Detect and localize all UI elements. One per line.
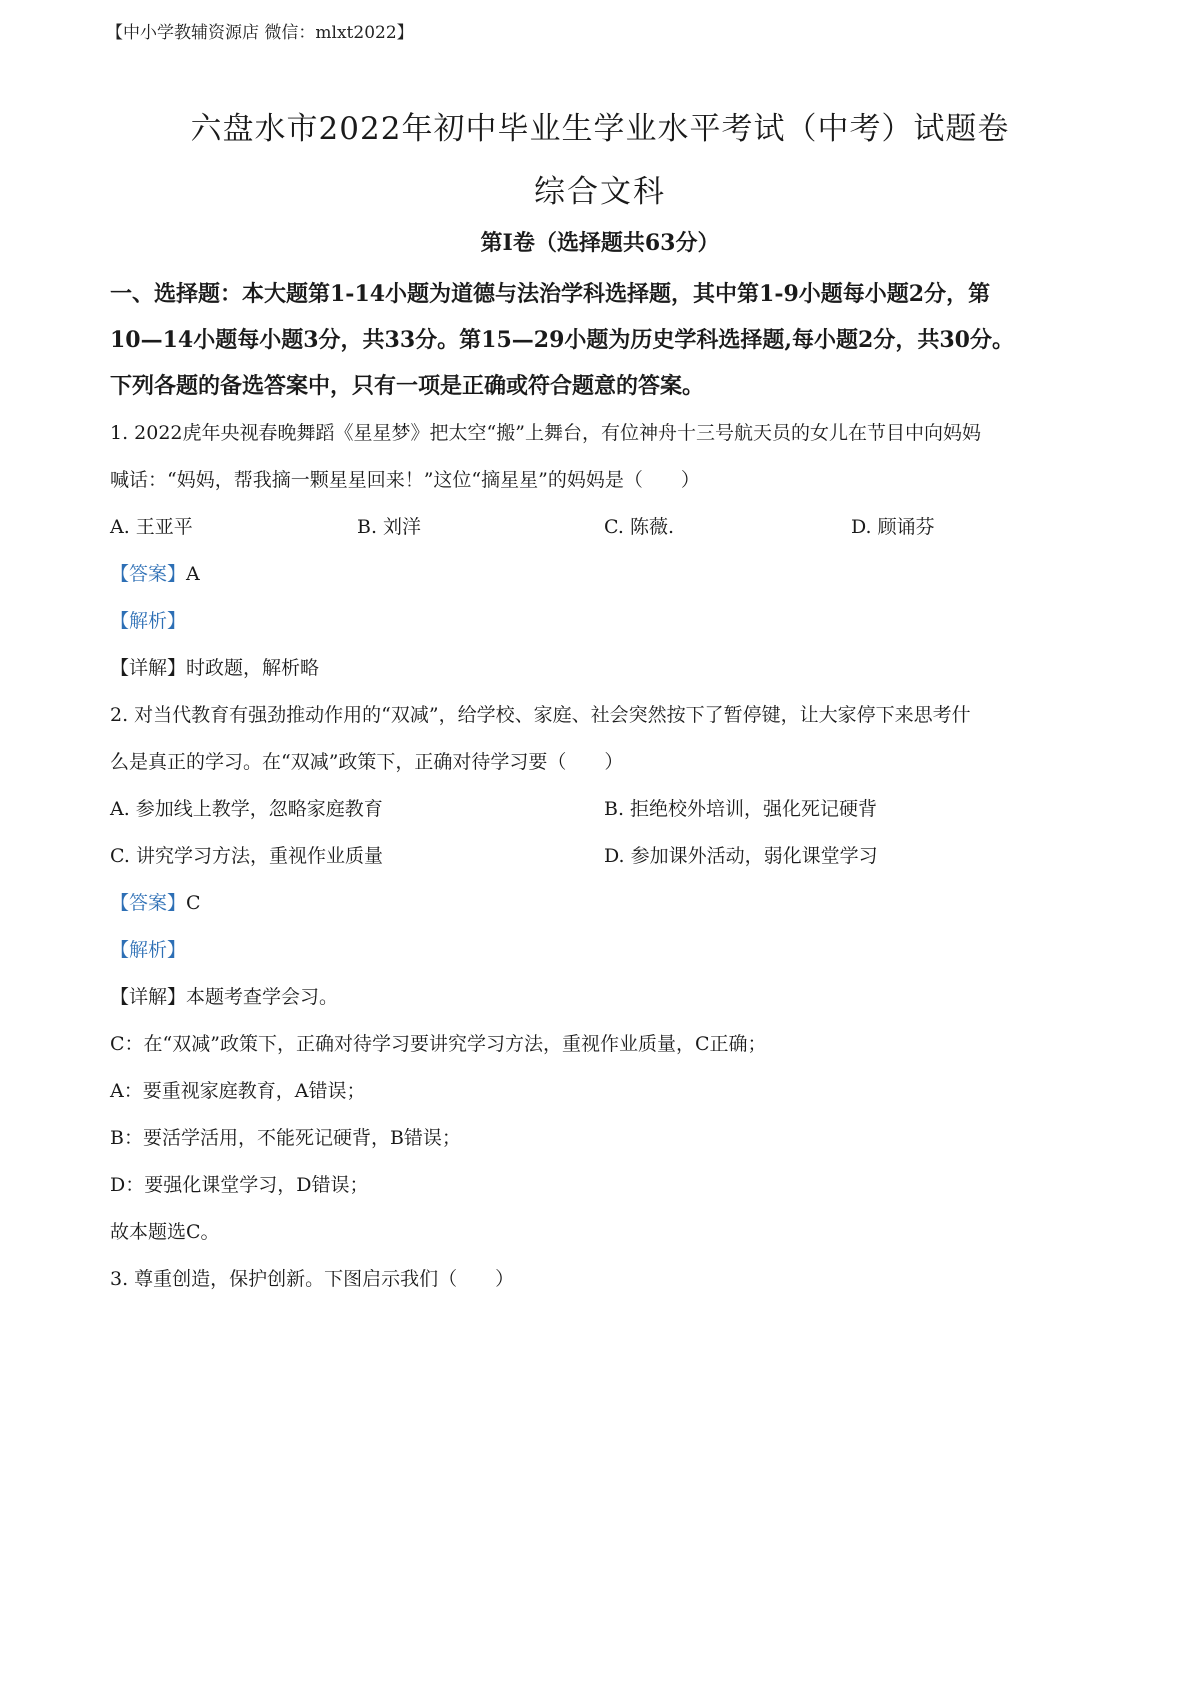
q2-analysis [110, 927, 1100, 974]
q1-options [110, 504, 1100, 551]
q2-stem-line: 2. 对当代教育有强劲推动作用的“双减”，给学校、家庭、社会突然按下了暂停键，让大家停下来思考什 [110, 704, 971, 726]
q3-stem-line: 3. 尊重创造，保护创新。下图启示我们（ ） [110, 1268, 515, 1290]
page-subtitle: 综合文科 [534, 174, 666, 210]
q2-detail-line: 故本题选C。 [110, 1221, 220, 1243]
q1-option-c: C. 陈薇. [604, 516, 674, 538]
q2-detail-line: B：要活学活用，不能死记硬背，B错误； [110, 1127, 461, 1149]
q1-stem-line: 1. 2022虎年央视春晚舞蹈《星星梦》把太空“搬”上舞台，有位神舟十三号航天员的女儿在节目中向妈妈 [110, 422, 981, 444]
section-line: 一、选择题：本大题第1-14小题为道德与法治学科选择题，其中第1-9小题每小题2分，第 [110, 281, 991, 307]
q2-detail-line: A：要重视家庭教育，A错误； [110, 1080, 366, 1102]
page-title: 六盘水市2022年初中毕业生学业水平考试（中考）试题卷 [190, 111, 1010, 147]
q2-answer-value: C [186, 892, 201, 914]
q1-answer [110, 551, 1100, 598]
q2-option-c: C. 讲究学习方法，重视作业质量 [110, 845, 383, 867]
q2-option-a: A. 参加线上教学，忽略家庭教育 [110, 798, 383, 820]
q1-detail: 【详解】时政题，解析略 [110, 657, 320, 679]
q2-detail-line: C：在“双减”政策下，正确对待学习要讲究学习方法，重视作业质量，C正确； [110, 1033, 767, 1055]
q1-option-a: A. 王亚平 [110, 516, 193, 538]
header-note: 【中小学教辅资源店 微信：mlxt2022】 [106, 23, 414, 43]
q2-option-d: D. 参加课外活动，弱化课堂学习 [604, 845, 878, 867]
q1-option-d: D. 顾诵芬 [851, 516, 935, 538]
section-line: 10—14小题每小题3分，共33分。第15—29小题为历史学科选择题,每小题2分，共30分。 [110, 327, 1014, 353]
section-line: 下列各题的备选答案中，只有一项是正确或符合题意的答案。 [110, 373, 705, 399]
answer-tag: 【答案】 [110, 563, 187, 585]
q1-analysis [110, 598, 1100, 645]
q2-options-row-2 [110, 833, 1100, 880]
analysis-tag: 【解析】 [110, 939, 187, 961]
section-instructions [110, 271, 1100, 409]
q2-option-b: B. 拒绝校外培训，强化死记硬背 [604, 798, 878, 820]
q1-option-b: B. 刘洋 [357, 516, 422, 538]
q2-answer [110, 880, 1100, 927]
q1-stem-line: 喊话：“妈妈，帮我摘一颗星星回来！”这位“摘星星”的妈妈是（ ） [110, 469, 700, 491]
analysis-tag: 【解析】 [110, 610, 187, 632]
q2-detail-line: 【详解】本题考查学会习。 [110, 986, 339, 1008]
q2-stem-line: 么是真正的学习。在“双减”政策下，正确对待学习要（ ） [110, 751, 624, 773]
answer-tag: 【答案】 [110, 892, 187, 914]
q2-options-row-1 [110, 786, 1100, 833]
volume-heading: 第Ⅰ卷（选择题共63分） [480, 230, 720, 256]
questions [110, 410, 1100, 1303]
q1-answer-value: A [186, 563, 200, 585]
q2-detail-line: D：要强化课堂学习，D错误； [110, 1174, 369, 1196]
